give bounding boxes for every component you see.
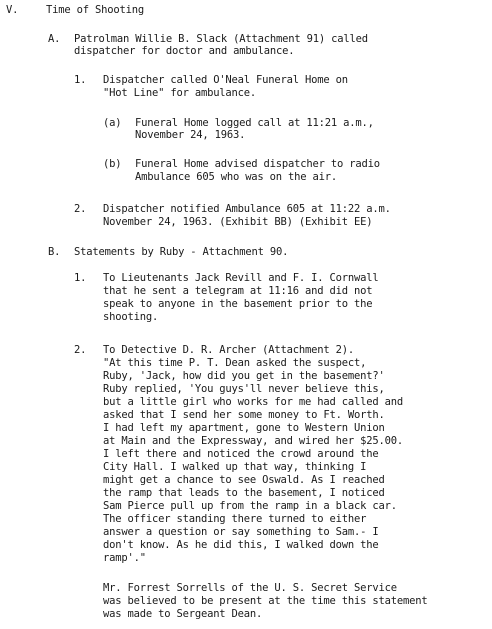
item-b2-line: asked that I send her some money to Ft. Worth. xyxy=(103,409,385,421)
part-a-line: dispatcher for doctor and ambulance. xyxy=(74,45,295,57)
footnote-line: was made to Sergeant Dean. xyxy=(103,608,263,620)
item-b2-line: To Detective D. R. Archer (Attachment 2). xyxy=(103,344,354,356)
item-b2-line: Ruby, 'Jack, how did you get in the basement?' xyxy=(103,370,385,382)
part-b-marker: B. xyxy=(48,246,61,258)
item-b2-line: don't know. As he did this, I walked down the xyxy=(103,539,379,551)
item-b2-line: City Hall. I walked up that way, thinking I xyxy=(103,461,367,473)
item-b1-line: that he sent a telegram at 11:16 and did not xyxy=(103,285,373,297)
item-b2-line: at Main and the Expressway, and wired her $25.00. xyxy=(103,435,403,447)
item-a1-line: Dispatcher called O'Neal Funeral Home on xyxy=(103,74,348,86)
item-b2-line: I left there and noticed the crowd around the xyxy=(103,448,379,460)
section-title: Time of Shooting xyxy=(46,4,144,16)
item-b2-line: "At this time P. T. Dean asked the suspect, xyxy=(103,357,367,369)
sub-b-line: Funeral Home advised dispatcher to radio xyxy=(135,158,380,170)
item-a1-line: "Hot Line" for ambulance. xyxy=(103,87,257,99)
part-b-heading: Statements by Ruby - Attachment 90. xyxy=(74,246,289,258)
item-b2-line: ramp'." xyxy=(103,552,146,564)
item-b2-line: Sam Pierce pull up from the ramp in a black car. xyxy=(103,500,397,512)
sub-a-line: Funeral Home logged call at 11:21 a.m., xyxy=(135,117,374,129)
footnote-line: Mr. Forrest Sorrells of the U. S. Secret Service xyxy=(103,582,397,594)
part-a-line: Patrolman Willie B. Slack (Attachment 91) called xyxy=(74,33,368,45)
item-a2-marker: 2. xyxy=(74,203,87,215)
item-b2-line: might get a chance to see Oswald. As I reached xyxy=(103,474,385,486)
item-b2-line: answer a question or say something to Sam.- I xyxy=(103,526,379,538)
sub-b-line: Ambulance 605 who was on the air. xyxy=(135,171,338,183)
item-b2-line: Ruby replied, 'You guys'll never believe this, xyxy=(103,383,385,395)
item-b1-line: To Lieutenants Jack Revill and F. I. Cornwall xyxy=(103,272,379,284)
item-b1-line: speak to anyone in the basement prior to the xyxy=(103,298,373,310)
item-b2-line: I had left my apartment, gone to Western Union xyxy=(103,422,385,434)
item-b1-line: shooting. xyxy=(103,311,159,323)
item-a2-line: Dispatcher notified Ambulance 605 at 11:22 a.m. xyxy=(103,203,391,215)
item-b2-line: the ramp that leads to the basement, I noticed xyxy=(103,487,385,499)
sub-a-marker: (a) xyxy=(103,117,122,129)
item-b2-line: but a little girl who works for me had called and xyxy=(103,396,403,408)
part-a-marker: A. xyxy=(48,33,61,45)
item-b2-marker: 2. xyxy=(74,344,87,356)
sub-a-line: November 24, 1963. xyxy=(135,129,246,141)
item-b1-marker: 1. xyxy=(74,272,87,284)
item-a2-line: November 24, 1963. (Exhibit BB) (Exhibit EE) xyxy=(103,216,373,228)
item-b2-line: The officer standing there turned to either xyxy=(103,513,367,525)
footnote-line: was believed to be present at the time this statement xyxy=(103,595,428,607)
section-marker: V. xyxy=(6,4,19,16)
item-a1-marker: 1. xyxy=(74,74,87,86)
sub-b-marker: (b) xyxy=(103,158,122,170)
